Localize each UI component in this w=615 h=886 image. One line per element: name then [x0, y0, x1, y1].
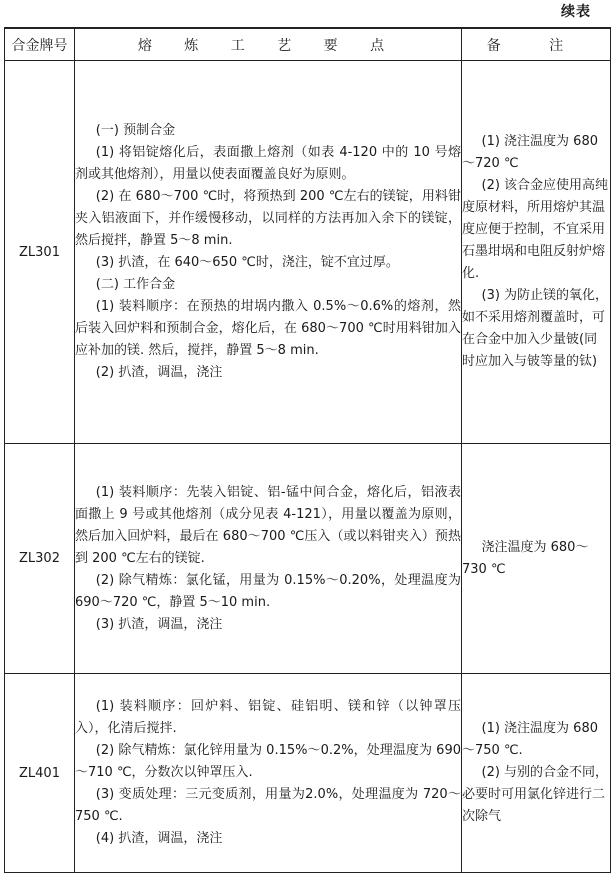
process-cell: [75, 444, 462, 674]
table-header-row: [5, 28, 611, 61]
process-step: (1) 装料顺序：在预热的坩埚内撒入 0.5%～0.6%的熔剂，然后装入回炉料和预制合金，熔化后，在 680～700 ℃时用料钳加入应补加的镁. 然后，搅拌，静置 5～8 min.: [75, 299, 461, 358]
remark-item: (1) 浇注温度为 680～750 ℃.: [462, 721, 598, 758]
process-step: (1) 将铝锭熔化后，表面撒上熔剂（如表 4-120 中的 10 号熔剂或其他熔剂），用量以使表面覆盖良好为原则。: [75, 145, 461, 182]
alloy-grade-cell: ZL301: [5, 61, 75, 444]
process-cell: [75, 61, 462, 444]
process-step: (2) 在 680～700 ℃时，将预热到 200 ℃左右的镁锭，用料钳夹入铝液面下，并作缓慢移动，以同样的方法再加入余下的镁锭，然后搅拌，静置 5～8 min.: [75, 189, 461, 248]
remarks-cell: [462, 674, 611, 873]
process-step: (1) 装料顺序：回炉料、铝锭、硅铝明、镁和锌（以钟罩压入），化清后搅拌.: [75, 699, 461, 736]
header-alloy-grade: 合金牌号: [5, 28, 75, 61]
process-step: (1) 装料顺序：先装入铝锭、铝-锰中间合金，熔化后，铝液表面撒上 9 号或其他熔剂（成分见表 4-121），用量以覆盖为原则，然后加入回炉料，最后在 680～700 ℃压入（或以料钳夹入）预热到 200 ℃左右的镁锭.: [75, 484, 461, 566]
process-step: (2) 除气精炼：氯化锌用量为 0.15%～0.2%，处理温度为 690～710 ℃，分数次以钟罩压入.: [75, 743, 461, 780]
remark-item: (1) 浇注温度为 680～720 ℃: [462, 134, 598, 171]
table-row-zl301: [5, 61, 611, 444]
remark-item: (3) 为防止镁的氧化，如不采用熔剂覆盖时，可在合金中加入少量铍(同时应加入与铍等量的钛): [462, 288, 609, 369]
process-step: (一) 预制合金: [95, 123, 176, 138]
remarks-cell: [462, 444, 611, 674]
remark-item: (2) 与别的合金不同，必要时可用氯化锌进行二次除气: [462, 765, 609, 824]
alloy-grade-cell: ZL401: [5, 674, 75, 873]
header-remarks: 备 注: [462, 28, 611, 61]
process-cell: [75, 674, 462, 873]
remark-item: (2) 该合金应使用高纯度原材料，所用熔炉其温度应便于控制，不宜采用石墨坩埚和电阻反射炉熔化.: [462, 178, 609, 281]
process-step: (2) 除气精炼：氯化锰，用量为 0.15%～0.20%，处理温度为 690～720 ℃，静置 5～10 min.: [75, 572, 461, 610]
continued-label: 续表: [561, 4, 591, 20]
smelting-process-table: [4, 27, 611, 873]
process-step: (4) 扒渣，调温，浇注: [95, 831, 223, 846]
header-smelting-process: 熔 炼 工 艺 要 点: [75, 28, 462, 61]
table-row-zl302: [5, 444, 611, 674]
process-step: (3) 变质处理：三元变质剂，用量为2.0%，处理温度为 720～750 ℃.: [75, 787, 461, 824]
alloy-grade-cell: ZL302: [5, 444, 75, 674]
remark-item: 浇注温度为 680～730 ℃: [462, 539, 589, 577]
process-step: (3) 扒渣，调温，浇注: [95, 616, 223, 632]
process-step: (二) 工作合金: [95, 277, 176, 292]
process-step: (2) 扒渣，调温，浇注: [95, 365, 223, 380]
remarks-cell: [462, 61, 611, 444]
process-step: (3) 扒渣，在 640～650 ℃时，浇注，锭不宜过厚。: [95, 255, 399, 270]
table-row-zl401: [5, 674, 611, 873]
